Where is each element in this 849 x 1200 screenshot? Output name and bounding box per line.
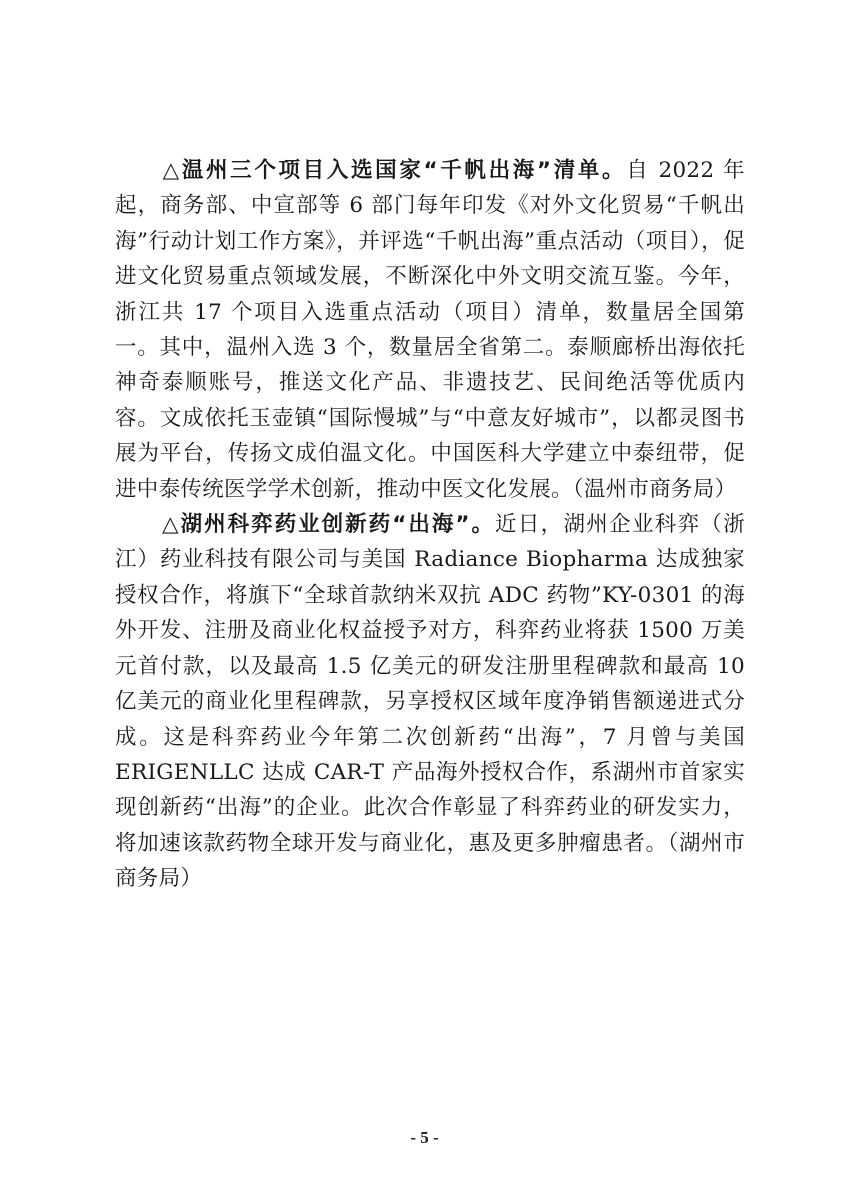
news-heading-huzhou: △湖州科弈药业创新药“出海”。 bbox=[161, 512, 496, 538]
news-paragraph-huzhou bbox=[115, 507, 745, 896]
document-body bbox=[115, 153, 745, 897]
page-number: - 5 - bbox=[410, 1128, 439, 1147]
news-paragraph-wenzhou bbox=[115, 153, 745, 507]
news-body-huzhou: 近日，湖州企业科弈（浙江）药业科技有限公司与美国 Radiance Biopharma 达成独家授权合作，将旗下“全球首款纳米双抗 ADC 药物”KY-0301 的海外开发、注册及商业化权益授予对方，科弈药业将获 1500 万美元首付款，以及最高 1.5 亿美元的研发注册里程碑款和最高 10 亿美元的商业化里程碑款，另享授权区域年度净销售额递进式分成。这是科弈药业今年第二次创新药“出海”，7 月曾与美国 ERIGENLLC 达成 CAR-T 产品海外授权合作，系湖州市首家实现创新药“出海”的企业。此次合作彰显了科弈药业的研发实力，将加速该款药物全球开发与商业化，惠及更多肿瘤患者。（湖州市商务局） bbox=[115, 512, 745, 892]
news-body-wenzhou: 自 2022 年起，商务部、中宣部等 6 部门每年印发《对外文化贸易“千帆出海”行动计划工作方案》，并评选“千帆出海”重点活动（项目），促进文化贸易重点领域发展，不断深化中外文明交流互鉴。今年，浙江共 17 个项目入选重点活动（项目）清单，数量居全国第一。其中，温州入选 3 个，数量居全省第二。泰顺廊桥出海依托神奇泰顺账号，推送文化产品、非遗技艺、民间绝活等优质内容。文成依托玉壶镇“国际慢城”与“中意友好城市”，以都灵图书展为平台，传扬文成伯温文化。中国医科大学建立中泰纽带，促进中泰传统医学学术创新，推动中医文化发展。（温州市商务局） bbox=[115, 158, 745, 502]
news-heading-wenzhou: △温州三个项目入选国家“千帆出海”清单。 bbox=[161, 158, 627, 183]
